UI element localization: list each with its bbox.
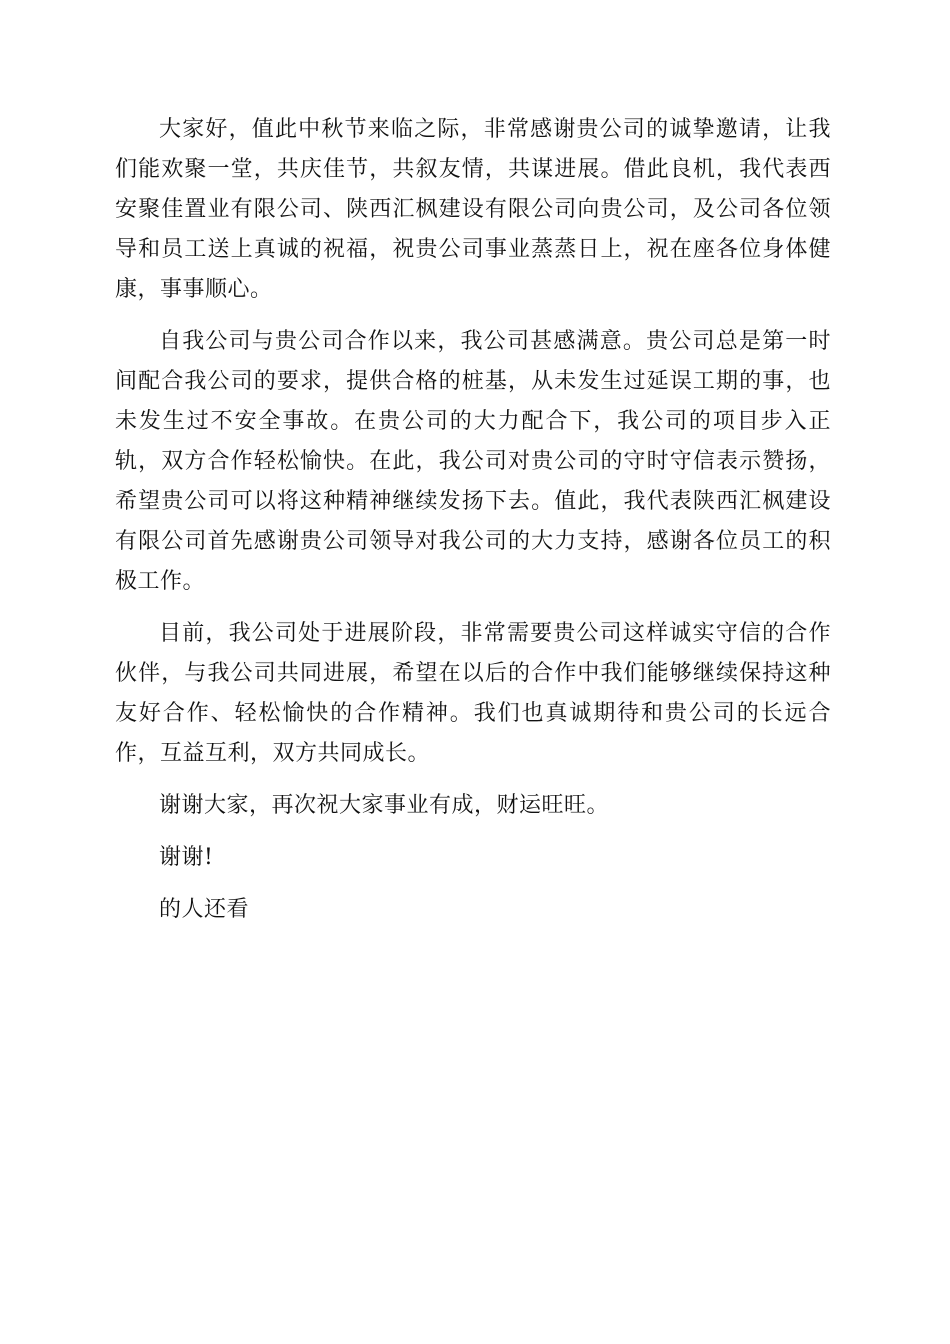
- paragraph-greeting: 大家好，值此中秋节来临之际，非常感谢贵公司的诚挚邀请，让我们能欢聚一堂，共庆佳节，共叙友情，共谋进展。借此良机，我代表西安聚佳置业有限公司、陕西汇枫建设有限公司向贵公司，及公司各位领导和员工送上真诚的祝福，祝贵公司事业蒸蒸日上，祝在座各位身体健康，事事顺心。: [115, 117, 831, 302]
- paragraph-thanks: 谢谢!: [159, 845, 214, 870]
- document-body: [115, 110, 831, 930]
- paragraph-cooperation: 自我公司与贵公司合作以来，我公司甚感满意。贵公司总是第一时间配合我公司的要求，提供合格的桩基，从未发生过延误工期的事，也未发生过不安全事故。在贵公司的大力配合下，我公司的项目步入正轨，双方合作轻松愉快。在此，我公司对贵公司的守时守信表示赞扬，希望贵公司可以将这种精神继续发扬下去。值此，我代表陕西汇枫建设有限公司首先感谢贵公司领导对我公司的大力支持，感谢各位员工的积极工作。: [115, 329, 831, 594]
- paragraph-thanks-all: 谢谢大家，再次祝大家事业有成，财运旺旺。: [159, 793, 610, 818]
- paragraph-future: 目前，我公司处于进展阶段，非常需要贵公司这样诚实守信的合作伙伴，与我公司共同进展，希望在以后的合作中我们能够继续保持这种友好合作、轻松愉快的合作精神。我们也真诚期待和贵公司的长远合作，互益互利，双方共同成长。: [115, 621, 831, 766]
- paragraph-footer-note: 的人还看: [159, 897, 250, 922]
